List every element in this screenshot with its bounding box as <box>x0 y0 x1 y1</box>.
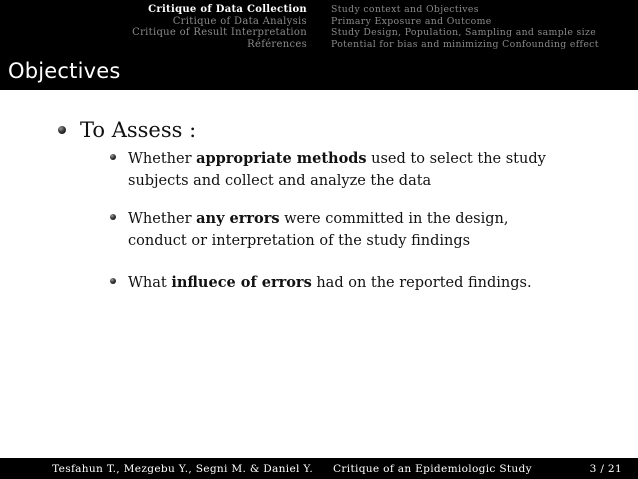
nav-subsection-exposure-outcome[interactable]: Primary Exposure and Outcome <box>331 15 492 27</box>
emphasis-text: any errors <box>196 210 280 227</box>
emphasis-text: influece of errors <box>171 274 312 291</box>
emphasis-text: appropriate methods <box>196 150 367 167</box>
section-nav <box>0 0 319 52</box>
sub-item-line1: What influece of errors had on the reported findings. <box>128 274 532 291</box>
footer-authors: Tesfahun T., Mezgebu Y., Segni M. & Daniel Y. <box>52 462 313 475</box>
sub-item-line2: conduct or interpretation of the study findings <box>128 233 471 249</box>
bullet-icon <box>110 278 116 284</box>
nav-section-result-interpretation[interactable]: Critique of Result Interpretation <box>132 27 307 38</box>
sub-item-line1: Whether appropriate methods used to select the study <box>128 150 546 167</box>
footer-bar <box>0 458 638 479</box>
sub-item-any-errors <box>110 208 610 252</box>
frame-title: Objectives <box>8 59 121 83</box>
nav-subsection-bias-confounding[interactable]: Potential for bias and minimizing Confounding effect <box>331 38 599 50</box>
bullet-icon <box>110 214 116 220</box>
bullet-icon <box>110 154 116 160</box>
frame-title-bar <box>0 52 638 90</box>
nav-section-data-collection[interactable]: Critique of Data Collection <box>148 4 307 15</box>
sub-item-influence-of-errors <box>110 272 610 294</box>
page-number: 3 / 21 <box>589 462 622 475</box>
level1-text: To Assess : <box>80 118 197 142</box>
bullet-icon <box>58 126 66 134</box>
nav-subsection-study-design[interactable]: Study Design, Population, Sampling and sample size <box>331 27 597 38</box>
nav-subsection-study-context[interactable]: Study context and Objectives <box>331 4 479 15</box>
footer-title: Critique of an Epidemiologic Study <box>333 462 532 475</box>
sub-item-appropriate-methods <box>110 148 610 192</box>
level1-item <box>58 118 196 142</box>
sub-item-line2: subjects and collect and analyze the data <box>128 173 432 189</box>
navigation-header <box>0 0 638 52</box>
subsection-nav <box>319 0 638 52</box>
nav-section-references[interactable]: Références <box>247 38 307 50</box>
nav-section-data-analysis[interactable]: Critique of Data Analysis <box>172 15 307 27</box>
sub-item-line1: Whether any errors were committed in the design, <box>128 210 509 227</box>
